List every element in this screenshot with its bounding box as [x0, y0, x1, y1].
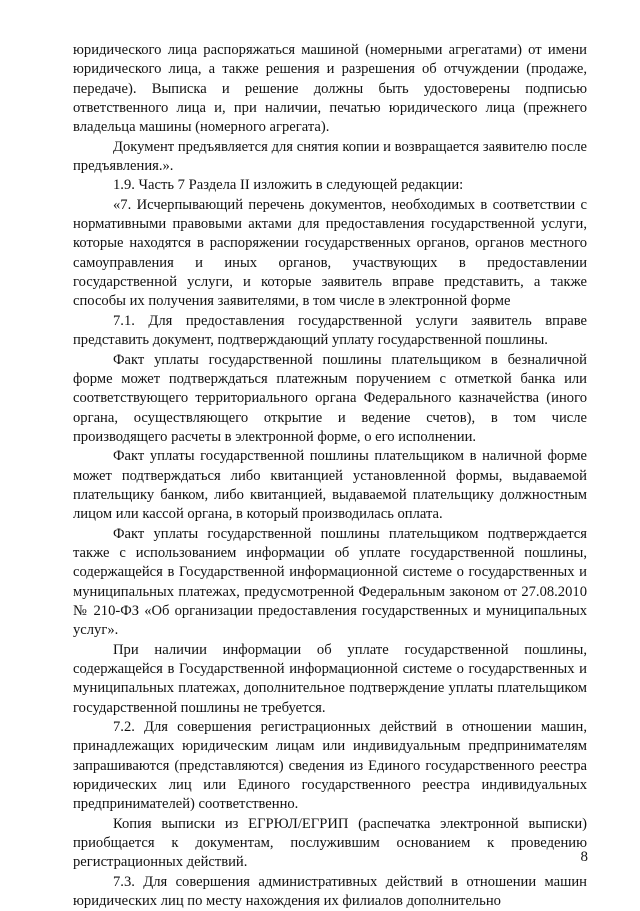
paragraph-9: При наличии информации об уплате государственной пошлины, содержащейся в Государственной информационной системе о государственных и муниципальных платежах, дополнительное подтверждение уплаты плательщиком государственной пошлины не требуется.	[73, 641, 587, 716]
paragraph-12: 7.3. Для совершения административных действий в отношении машин юридических лиц по месту нахождения их филиалов дополнительно	[73, 873, 587, 910]
paragraph-6: Факт уплаты государственной пошлины плательщиком в безналичной форме может подтверждаться платежным поручением с отметкой банка или соответствующего территориального органа Федерального казначейства (иного органа, осуществляющего открытие и ведение счетов), в том числе производящего расчеты в электронной форме, о его исполнении.	[73, 351, 587, 445]
page-number: 8	[580, 849, 588, 865]
paragraph-4: «7. Исчерпывающий перечень документов, необходимых в соответствии с нормативными правовыми актами для предоставления государственной услуги, которые находятся в распоряжении государственных органов, органов местного самоуправления и иных органов, участвующих в предоставлении государственной услуги, и которые заявитель вправе представить, а также способы их получения заявителями, в том числе в электронной форме	[73, 196, 587, 310]
paragraph-1: юридического лица распоряжаться машиной (номерными агрегатами) от имени юридического лица, а также решения и разрешения об отчуждении (продаже, передаче). Выписка и решение должны быть удостоверены подписью ответственного лица и, при наличии, печатью юридического лица (прежнего владельца машины (номерного агрегата).	[73, 42, 587, 136]
paragraph-7: Факт уплаты государственной пошлины плательщиком в наличной форме может подтверждаться либо квитанцией установленной формы, выдаваемой плательщику банком, либо квитанцией, выдаваемой плательщику должностным лицом или кассой органа, в который производилась оплата.	[73, 448, 587, 523]
paragraph-8: Факт уплаты государственной пошлины плательщиком подтверждается также с использованием информации об уплате государственной пошлины, содержащейся в Государственной информационной системе о государственных и муниципальных платежах, предусмотренной Федеральным законом от 27.08.2010 № 210-ФЗ «Об организации предоставления государственных и муниципальных услуг».	[73, 525, 587, 639]
paragraph-11: Копия выписки из ЕГРЮЛ/ЕГРИП (распечатка электронной выписки) приобщается к документам, послужившим основанием к проведению регистрационных действий.	[73, 815, 587, 871]
paragraph-3: 1.9. Часть 7 Раздела II изложить в следующей редакции:	[113, 177, 464, 194]
paragraph-2: Документ предъявляется для снятия копии и возвращается заявителю после предъявления.».	[73, 138, 587, 175]
document-body	[73, 41, 587, 911]
paragraph-5: 7.1. Для предоставления государственной услуги заявитель вправе представить документ, подтверждающий уплату государственной пошлины.	[73, 312, 587, 349]
paragraph-10: 7.2. Для совершения регистрационных действий в отношении машин, принадлежащих юридическим лицам или индивидуальным предпринимателям запрашиваются (представляются) сведения из Единого государственного реестра юридических лиц или Единого государственного реестра индивидуальных предпринимателей) соответственно.	[73, 719, 587, 813]
